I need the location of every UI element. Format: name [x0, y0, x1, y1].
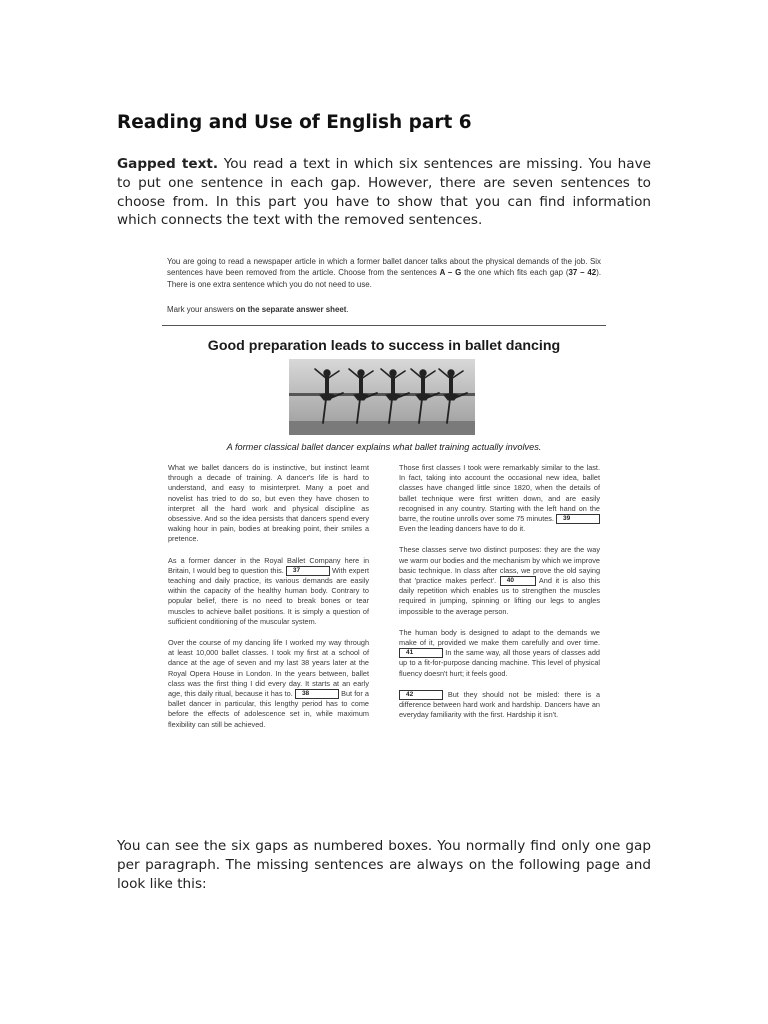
article-paragraph	[399, 463, 600, 534]
gap-box-37: 37	[286, 566, 330, 576]
article-paragraph: What we ballet dancers do is instinctive, but instinct learnt through a decade of training. A dancer's life is hard to understand, and easy to misinterpret. Many a poet and novelist has tried to do so, but even they have chosen to interpret all the hard work and physical discipline as obsessive. And so the idea persists that dancers spend every waking hour in pain, bodies at breaking point, their smiles a pretence.	[168, 463, 369, 544]
mark-text: .	[346, 305, 349, 314]
gap-box-41: 41	[399, 648, 443, 658]
ballet-dancers-photo	[289, 359, 475, 435]
instructions-text: ). There is one extra sentence which you do not need to use.	[167, 268, 602, 289]
instructions-text: You are going to read a newspaper article in which a former ballet dancer talks about the physical demands of the job. Six sentences have been removed from the article. Choose from the sentences	[167, 257, 601, 278]
paragraph-text: Over the course of my dancing life I worked my way through at least 10,000 ballet classes. I took my first at a school of dance at the age of seven and my last 38 years later at the Royal Opera House in London. In the years between, ballet class was the first thing I did every day. It starts at an early age, this daily ritual, because it has to.	[168, 638, 369, 699]
paragraph-text: And it is also this daily repetition which enables us to strengthen the muscles required in jumping, spinning or lifting our legs to angles impossible to the average person.	[399, 576, 600, 616]
paragraph-text: But for a ballet dancer in particular, this lengthy period has to come before the effects of adolescence set in, while maximum flexibility can still be achieved.	[168, 689, 369, 729]
mark-answer-sheet: on the separate answer sheet	[235, 305, 347, 314]
paragraph-text: Those first classes I took were remarkably similar to the last. In fact, taking into account the occasional new idea, ballet classes have changed little since 1820, when the details of ballet technique were first written down, and are easily recognised in any country. Starting with the left hand on the barre, the routine unrolls over some 75 minutes.	[399, 463, 600, 524]
paragraph-text: As a former dancer in the Royal Ballet Company here in Britain, I would beg to question this.	[168, 555, 369, 575]
gap-box-40: 40	[500, 576, 536, 586]
article-title: Good preparation leads to success in ballet dancing	[207, 338, 561, 354]
paragraph-text: The human body is designed to adapt to the demands we make of it, provided we make them carefully and over time.	[399, 627, 600, 648]
instructions-gaps: 37 – 42	[568, 268, 597, 278]
article-paragraph	[399, 628, 600, 679]
article-subtitle: A former classical ballet dancer explains what ballet training actually involves.	[226, 442, 542, 452]
page-title: Reading and Use of English part 6	[117, 112, 472, 133]
mark-answers-line	[167, 305, 349, 314]
mark-text: Mark your answers	[167, 305, 236, 314]
gap-box-42: 42	[399, 690, 443, 700]
intro-bold-label: Gapped text.	[117, 156, 218, 172]
ballet-dancers-image	[289, 359, 475, 435]
article-paragraph	[399, 690, 600, 721]
paragraph-text: In the same way, all those years of classes add up to a fit-for-purpose dancing machine. This level of physical fluency doesn't hurt; it feels good.	[399, 648, 600, 678]
instructions-text: the one which fits each gap (	[461, 268, 569, 278]
outro-paragraph: You can see the six gaps as numbered boxes. You normally find only one gap per paragraph. The missing sentences are always on the following page and look like this:	[117, 838, 651, 892]
article-left-column	[168, 463, 369, 741]
paragraph-text: These classes serve two distinct purposes: they are the way we warm our bodies and the mechanism by which we improve basic technique. In class after class, we prove the old saying that 'practice makes perfect'.	[399, 545, 600, 586]
exam-instructions	[167, 256, 601, 290]
instructions-range: A – G	[439, 268, 462, 278]
paragraph-text: With expert teaching and daily practice, its various demands are easily within the capacity of the healthy human body. Contrary to popular belief, there is no need to break bones or tear muscles to achieve ballet positions. It is simply a question of sufficient conditioning of the muscular system.	[168, 565, 369, 626]
intro-text: You read a text in which six sentences are missing. You have to put one sentence in each gap. However, there are seven sentences to choose from. In this part you have to show that you can find information which connects the text with the removed sentences.	[117, 156, 651, 229]
article-paragraph	[168, 556, 369, 627]
exam-scan	[160, 252, 608, 824]
gap-box-39: 39	[556, 514, 600, 524]
divider	[162, 325, 606, 326]
article-right-column	[399, 463, 600, 731]
article-paragraph	[168, 638, 369, 730]
intro-paragraph	[117, 155, 651, 230]
gap-box-38: 38	[295, 689, 339, 699]
paragraph-text: But they should not be misled: there is a difference between hard work and hardship. Dancers have an everyday familiarity with the first. Hardship it isn't.	[399, 689, 600, 720]
article-paragraph	[399, 545, 600, 616]
paragraph-text: Even the leading dancers have to do it.	[399, 524, 526, 534]
